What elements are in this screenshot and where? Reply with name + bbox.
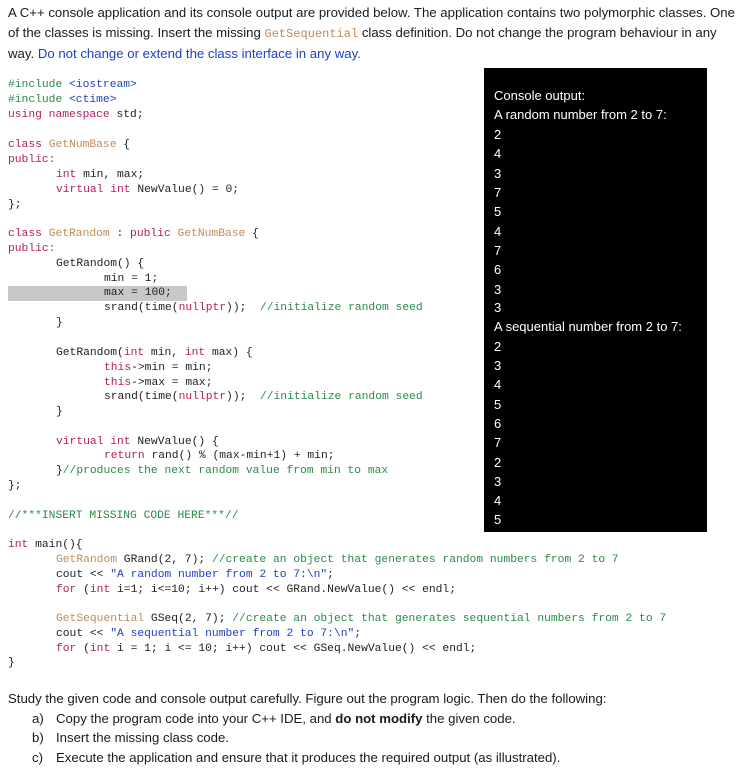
code-line: public: [8, 154, 56, 166]
task-item-b: b) Insert the missing class code. [32, 730, 229, 745]
code-line: GetRandom GRand(2, 7); //create an object that generates random numbers from 2 to 7 [56, 554, 619, 566]
code-line: srand(time(nullptr)); //initialize random seed [104, 302, 423, 314]
task-list [8, 709, 743, 768]
console-output-panel [484, 68, 707, 532]
intro-text: A C++ console application and its console output are provided below. The application contains two polymorphic classes. One of the classes is missing. Insert the missing [8, 5, 735, 40]
console-line: 4 [494, 377, 502, 392]
code-line: using namespace std; [8, 109, 144, 121]
code-line: this->max = max; [104, 377, 213, 389]
console-line: 3 [494, 300, 502, 315]
code-line: #include <ctime> [8, 94, 117, 106]
code-line: cout << "A sequential number from 2 to 7:\n"; [56, 628, 362, 640]
console-line: 2 [494, 455, 502, 470]
code-line: //***INSERT MISSING CODE HERE***// [8, 510, 239, 522]
code-line: GetRandom(int min, int max) { [56, 347, 253, 359]
console-line: 7 [494, 435, 502, 450]
console-line: 5 [494, 512, 502, 527]
code-line: }; [8, 480, 22, 492]
code-line: #include <iostream> [8, 79, 137, 91]
code-line: srand(time(nullptr)); //initialize random seed [104, 391, 423, 403]
code-line-highlighted: max = 100; [8, 286, 187, 301]
console-line: 3 [494, 166, 502, 181]
console-seq-header: A sequential number from 2 to 7: [494, 319, 682, 334]
code-line: class GetRandom : public GetNumBase { [8, 228, 259, 240]
intro-warning: Do not change or extend the class interface in any way. [37, 46, 361, 61]
console-title: Console output: [494, 88, 586, 103]
console-line: 4 [494, 224, 502, 239]
console-line: 2 [494, 339, 502, 354]
console-line: 5 [494, 397, 502, 412]
code-line: cout << "A random number from 2 to 7:\n"; [56, 569, 334, 581]
code-line: int main(){ [8, 539, 83, 551]
code-line: for (int i = 1; i <= 10; i++) cout << GSeq.NewValue() << endl; [56, 643, 477, 655]
console-line: 4 [494, 493, 502, 508]
code-line: public: [8, 243, 56, 255]
intro-text-2: class definition. Do not change the program behaviour in any way. [8, 24, 717, 61]
console-line: 3 [494, 474, 502, 489]
code-line: } [56, 406, 63, 418]
code-line: for (int i=1; i<=10; i++) cout << GRand.NewValue() << endl; [56, 584, 456, 596]
console-random-header: A random number from 2 to 7: [494, 107, 667, 122]
console-line: 4 [494, 146, 502, 161]
console-line: 6 [494, 416, 502, 431]
code-line: min = 1; [104, 273, 159, 285]
console-line: 7 [494, 243, 502, 258]
code-line: }//produces the next random value from min to max [56, 465, 389, 477]
console-line: 7 [494, 185, 502, 200]
code-line: return rand() % (max-min+1) + min; [104, 450, 335, 462]
console-line: 2 [494, 127, 502, 142]
intro-class-name: GetSequential [264, 26, 359, 41]
code-line: }; [8, 199, 22, 211]
console-line: 3 [494, 358, 502, 373]
task-item-c: c) Execute the application and ensure that it produces the required output (as illustrated). [32, 749, 561, 765]
console-line: 3 [494, 282, 502, 297]
task-item-a: a) Copy the program code into your C++ IDE, and do not modify the given code. [32, 710, 516, 726]
code-line: class GetNumBase { [8, 139, 131, 151]
instructions [8, 3, 743, 64]
code-line: } [8, 657, 15, 669]
task-section [8, 689, 743, 767]
code-line: GetSequential GSeq(2, 7); //create an object that generates sequential numbers from 2 to 7 [56, 613, 667, 625]
console-line: 5 [494, 204, 502, 219]
task-intro: Study the given code and console output carefully. Figure out the program logic. Then do the following: [8, 691, 607, 706]
code-line: virtual int NewValue() = 0; [56, 184, 240, 196]
code-line: } [56, 317, 63, 329]
console-line: 6 [494, 262, 502, 277]
code-line: this->min = min; [104, 362, 213, 374]
code-line: int min, max; [56, 169, 145, 181]
code-line: GetRandom() { [56, 258, 145, 270]
code-line: virtual int NewValue() { [56, 436, 219, 448]
